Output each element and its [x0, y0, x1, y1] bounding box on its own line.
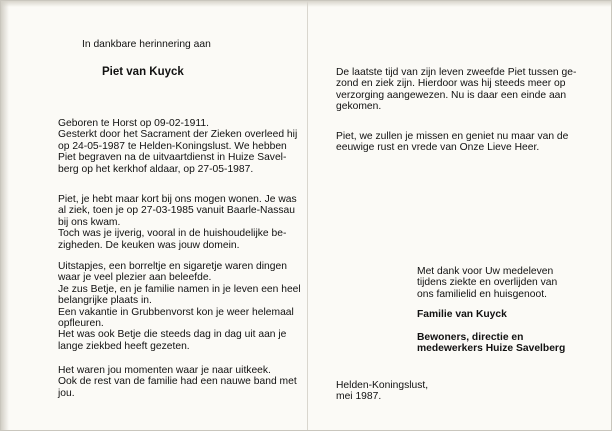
closing-paragraph: Het waren jou momenten waar je naar uitkeek. Ook de rest van de familie had een nauwe band met jou. — [58, 365, 297, 399]
memories-paragraph: Uitstapjes, een borreltje en sigaretje waren dingen waar je veel plezier aan beleefde. Je zus Betje, en je familie namen in je leven een heel belangrijke plaats in. Een vakantie in Grubbenvorst kon je weer helemaal opfleuren. Het was ook Betje die steeds dag in dag uit aan je lange ziekbed heeft gezeten. — [58, 261, 301, 352]
family-signature: Familie van Kuyck Bewoners, directie en medewerkers Huize Savelberg — [417, 309, 566, 355]
card-left-shadow — [1, 1, 9, 431]
card-fold-line — [307, 1, 308, 431]
farewell-paragraph: Piet, we zullen je missen en geniet nu maar van de eeuwige rust en vrede van Onze Lieve Heer. — [336, 131, 569, 154]
thanks-text: Met dank voor Uw medeleven tijdens ziekte en overlijden van ons familielid en huisgenoot. — [417, 266, 558, 300]
life-paragraph: Piet, je hebt maar kort bij ons mogen wonen. Je was al ziek, toen je op 27-03-1985 vanuit Baarle-Nassau bij ons kwam. Toch was je ijverig, vooral in de huishoudelijke be- zigheden. De keuken was jouw domein. — [58, 194, 297, 251]
birth-death-paragraph: Geboren te Horst op 09-02-1911. Gesterkt door het Sacrament der Zieken overleed hij op 24-05-1987 te Helden-Koningslust. We hebben Piet begraven na de uitvaartdienst in Huize Savel- berg op het kerkhof aldaar, op 27-05-1987. — [58, 118, 298, 175]
deceased-name: Piet van Kuyck — [102, 66, 184, 78]
place-date: Helden-Koningslust, mei 1987. — [336, 380, 429, 403]
intro-text: In dankbare herinnering aan — [82, 39, 211, 50]
last-period-paragraph: De laatste tijd van zijn leven zweefde Piet tussen ge- zond en ziek zijn. Hierdoor was hij steeds meer op verzorging aangewezen. Nu is daar een einde aan gekomen. — [336, 67, 577, 113]
